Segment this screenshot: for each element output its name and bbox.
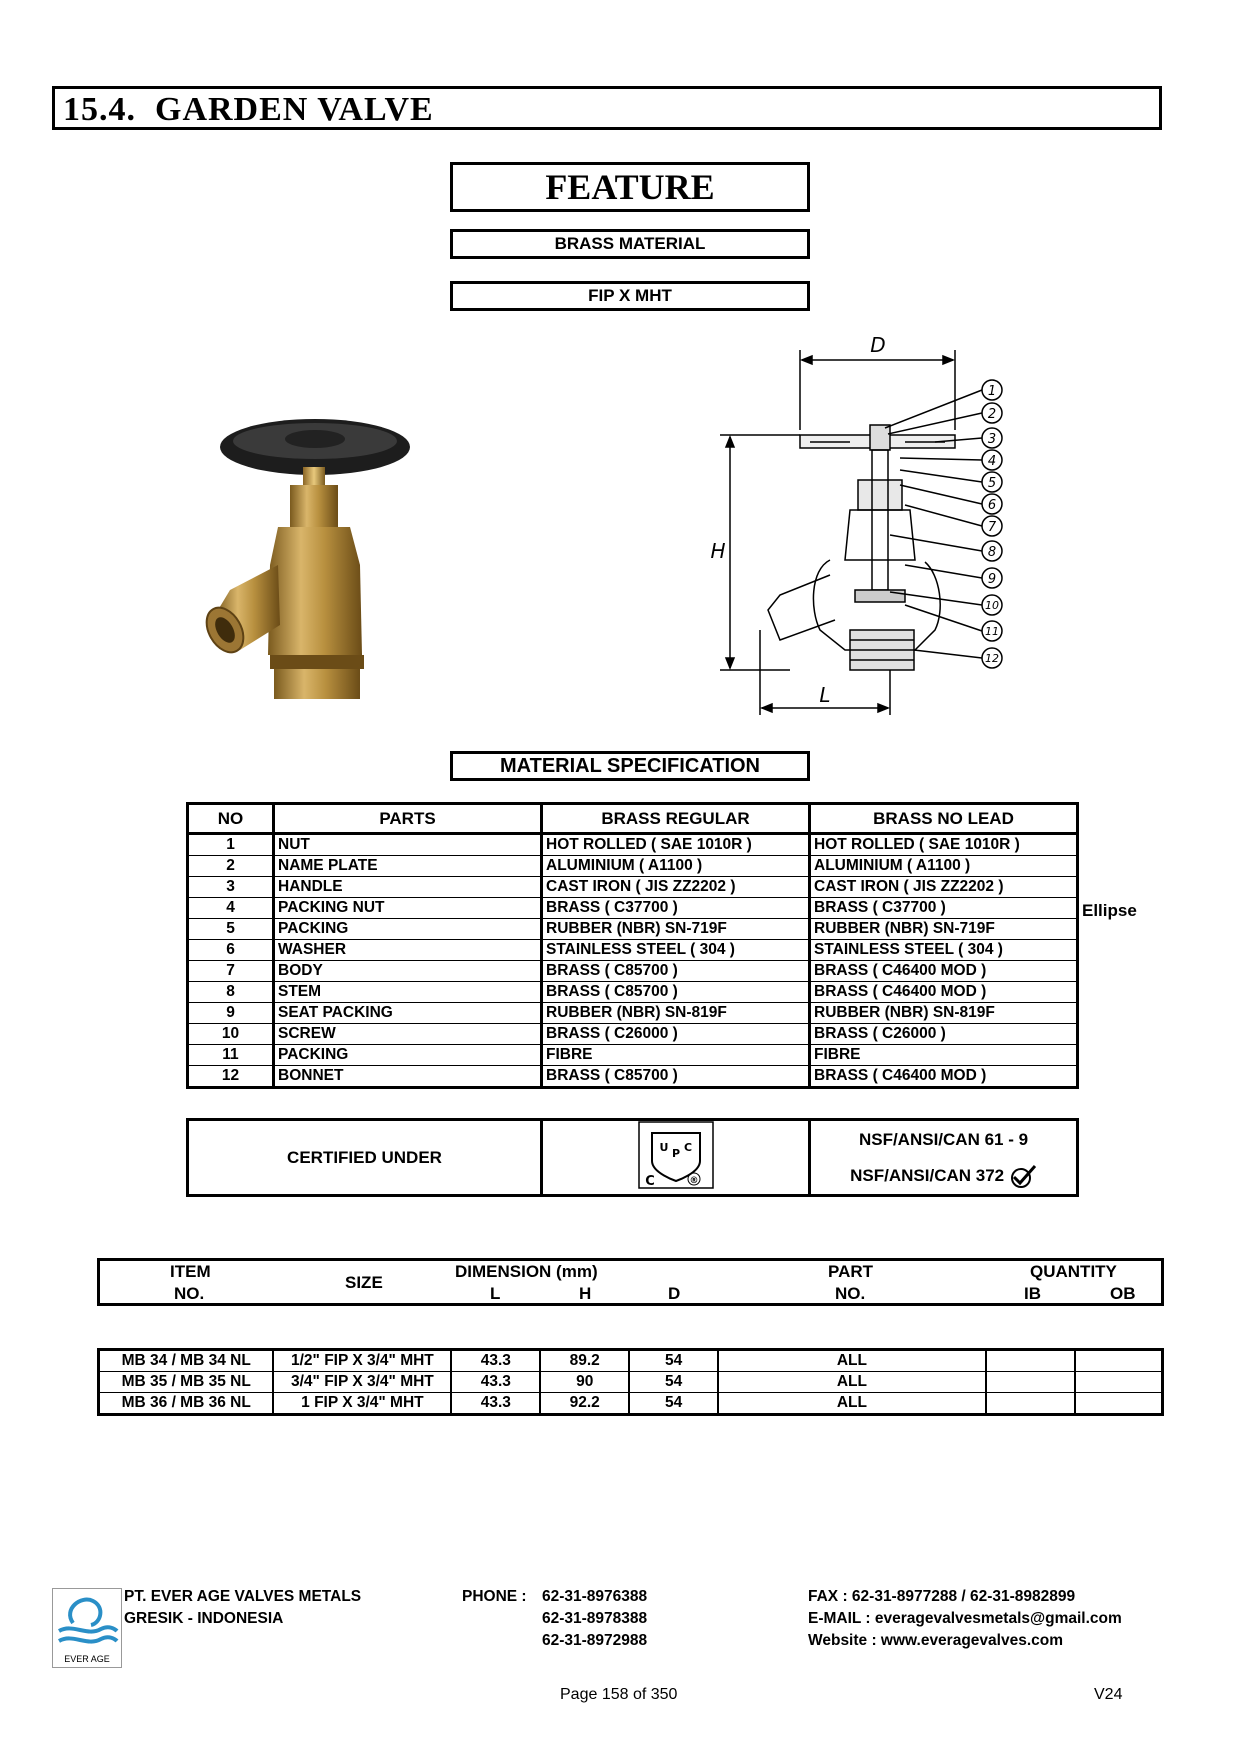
callout-4: 4: [987, 454, 997, 469]
table-row: [188, 1066, 1078, 1088]
dimension-d-label: D: [870, 333, 886, 357]
cell: 11: [188, 1045, 274, 1066]
cell: 54: [629, 1393, 718, 1415]
header-part: PART: [828, 1262, 874, 1281]
upc-logo-p: P: [671, 1147, 680, 1160]
technical-drawing: [700, 330, 1020, 720]
cell: FIBRE: [810, 1045, 1078, 1066]
cell: BRASS ( C85700 ): [542, 1066, 810, 1088]
cell: [1075, 1393, 1163, 1415]
table-row: [99, 1393, 1163, 1415]
table-row: [188, 961, 1078, 982]
table-row: [188, 834, 1078, 856]
cell: BRASS ( C85700 ): [542, 961, 810, 982]
checkmark-icon: [1009, 1164, 1037, 1188]
cell: 3: [188, 877, 274, 898]
cell: STAINLESS STEEL ( 304 ): [542, 940, 810, 961]
cell: BRASS ( C26000 ): [810, 1024, 1078, 1045]
cell: MB 36 / MB 36 NL: [99, 1393, 274, 1415]
dimension-table-header: [97, 1258, 1164, 1306]
cell: SCREW: [274, 1024, 542, 1045]
header-ib: IB: [1024, 1284, 1041, 1303]
cell: PACKING: [274, 1045, 542, 1066]
cell: PACKING NUT: [274, 898, 542, 919]
cell: BONNET: [274, 1066, 542, 1088]
callout-8: 8: [987, 545, 997, 560]
header-brass-no-lead: BRASS NO LEAD: [810, 804, 1078, 834]
cell: 54: [629, 1372, 718, 1393]
cell: [986, 1350, 1075, 1372]
cell: MB 34 / MB 34 NL: [99, 1350, 274, 1372]
fax-number: FAX : 62-31-8977288 / 62-31-8982899: [808, 1588, 1076, 1605]
callout-5: 5: [987, 476, 997, 491]
cell: SEAT PACKING: [274, 1003, 542, 1024]
dimension-h-label: H: [710, 539, 726, 563]
table-row: [99, 1350, 1163, 1372]
cell: HANDLE: [274, 877, 542, 898]
cell: [1075, 1372, 1163, 1393]
cell: 6: [188, 940, 274, 961]
table-row: [188, 898, 1078, 919]
cell: BRASS ( C37700 ): [542, 898, 810, 919]
header-d: D: [668, 1284, 681, 1303]
cell: 1 FIP X 3/4" MHT: [273, 1393, 451, 1415]
cell: PACKING: [274, 919, 542, 940]
cell: 90: [540, 1372, 629, 1393]
ellipse-note: Ellipse: [1082, 901, 1137, 920]
cell: 9: [188, 1003, 274, 1024]
header-dimension: DIMENSION (mm): [455, 1262, 598, 1281]
header-part-no: NO.: [835, 1284, 866, 1303]
upc-logo-c-mark: C: [644, 1174, 655, 1189]
cell: BODY: [274, 961, 542, 982]
callout-6: 6: [987, 498, 997, 513]
header-ob: OB: [1110, 1284, 1136, 1303]
cell: 10: [188, 1024, 274, 1045]
phone-2: 62-31-8978388: [542, 1610, 648, 1627]
cell: CAST IRON ( JIS ZZ2202 ): [810, 877, 1078, 898]
cell: ALUMINIUM ( A1100 ): [542, 856, 810, 877]
cell: 92.2: [540, 1393, 629, 1415]
cell: CAST IRON ( JIS ZZ2202 ): [542, 877, 810, 898]
callout-1: 1: [987, 384, 997, 399]
feature-tag-material: BRASS MATERIAL: [450, 229, 810, 259]
header-h: H: [579, 1284, 592, 1303]
cell: HOT ROLLED ( SAE 1010R ): [810, 834, 1078, 856]
version-label: V24: [1094, 1686, 1123, 1703]
cell: 8: [188, 982, 274, 1003]
material-table-header: [188, 804, 1078, 834]
cell: 4: [188, 898, 274, 919]
cell: HOT ROLLED ( SAE 1010R ): [542, 834, 810, 856]
cell: RUBBER (NBR) SN-819F: [810, 1003, 1078, 1024]
header-l: L: [490, 1284, 501, 1303]
cell: 1/2" FIP X 3/4" MHT: [273, 1350, 451, 1372]
callout-11: 11: [985, 625, 999, 638]
wave-logo-icon: [53, 1589, 121, 1649]
section-title: [52, 86, 1162, 130]
header-parts: PARTS: [274, 804, 542, 834]
table-row: [188, 1003, 1078, 1024]
feature-title: FEATURE: [450, 162, 810, 212]
standards-cell: [810, 1120, 1078, 1196]
upc-logo-registered: ®: [689, 1176, 698, 1186]
page-number: Page 158 of 350: [560, 1686, 678, 1703]
table-row: [99, 1372, 1163, 1393]
cell: [986, 1372, 1075, 1393]
cell: 54: [629, 1350, 718, 1372]
cell: ALL: [718, 1372, 986, 1393]
company-name: PT. EVER AGE VALVES METALS: [124, 1588, 362, 1605]
logo-text: EVER AGE: [64, 1654, 110, 1664]
standard-nsf-372: NSF/ANSI/CAN 372: [850, 1165, 1005, 1185]
cell: STAINLESS STEEL ( 304 ): [810, 940, 1078, 961]
cell: WASHER: [274, 940, 542, 961]
website-link[interactable]: Website : www.everagevalves.com: [808, 1632, 1064, 1649]
cell: FIBRE: [542, 1045, 810, 1066]
callout-3: 3: [987, 432, 997, 447]
certification-table: [186, 1118, 1079, 1197]
cell: 43.3: [451, 1350, 540, 1372]
cell: 2: [188, 856, 274, 877]
cell: BRASS ( C46400 MOD ): [810, 982, 1078, 1003]
upc-logo-icon: [638, 1121, 714, 1189]
standard-nsf-61: NSF/ANSI/CAN 61 - 9: [858, 1129, 1029, 1149]
cell: ALL: [718, 1350, 986, 1372]
table-row: [188, 877, 1078, 898]
dimension-table: [97, 1348, 1164, 1416]
callout-12: 12: [985, 652, 999, 665]
cell: STEM: [274, 982, 542, 1003]
cell: NAME PLATE: [274, 856, 542, 877]
header-quantity: QUANTITY: [1030, 1262, 1117, 1281]
phone-3: 62-31-8972988: [542, 1632, 648, 1649]
email-link[interactable]: E-MAIL : everagevalvesmetals@gmail.com: [808, 1610, 1122, 1627]
company-logo: [52, 1588, 122, 1668]
feature-tag-connection: FIP X MHT: [450, 281, 810, 311]
cell: 43.3: [451, 1393, 540, 1415]
table-row: [188, 1024, 1078, 1045]
material-spec-title: MATERIAL SPECIFICATION: [450, 751, 810, 781]
cell: 43.3: [451, 1372, 540, 1393]
table-row: [188, 1045, 1078, 1066]
product-photo: [200, 415, 420, 705]
callout-10: 10: [985, 599, 999, 612]
cell: BRASS ( C46400 MOD ): [810, 961, 1078, 982]
header-brass-regular: BRASS REGULAR: [542, 804, 810, 834]
upc-logo-u: U: [659, 1141, 668, 1154]
company-location: GRESIK - INDONESIA: [124, 1610, 284, 1627]
certified-under-label: CERTIFIED UNDER: [287, 1147, 442, 1167]
upc-logo-c: C: [683, 1141, 692, 1154]
cell: 7: [188, 961, 274, 982]
header-size: SIZE: [345, 1273, 383, 1292]
cell: ALL: [718, 1393, 986, 1415]
cell: BRASS ( C37700 ): [810, 898, 1078, 919]
section-number: 15.4.: [63, 91, 136, 128]
header-no: NO: [188, 804, 274, 834]
cell: RUBBER (NBR) SN-719F: [542, 919, 810, 940]
callout-2: 2: [987, 407, 997, 422]
table-row: [188, 940, 1078, 961]
section-heading: GARDEN VALVE: [155, 91, 434, 128]
cell: BRASS ( C46400 MOD ): [810, 1066, 1078, 1088]
callout-7: 7: [987, 520, 997, 535]
cell: 5: [188, 919, 274, 940]
cell: RUBBER (NBR) SN-819F: [542, 1003, 810, 1024]
cell: [1075, 1350, 1163, 1372]
cell: 1: [188, 834, 274, 856]
cell: 12: [188, 1066, 274, 1088]
callout-9: 9: [987, 572, 997, 587]
cell: RUBBER (NBR) SN-719F: [810, 919, 1078, 940]
header-item: ITEM: [170, 1262, 211, 1281]
table-row: [188, 982, 1078, 1003]
dimension-l-label: L: [819, 683, 831, 707]
cell: [986, 1393, 1075, 1415]
cell: MB 35 / MB 35 NL: [99, 1372, 274, 1393]
header-item-no: NO.: [174, 1284, 205, 1303]
cell: ALUMINIUM ( A1100 ): [810, 856, 1078, 877]
phone-label: PHONE :: [462, 1588, 527, 1605]
table-row: [188, 919, 1078, 940]
cell: 3/4" FIP X 3/4" MHT: [273, 1372, 451, 1393]
cell: BRASS ( C85700 ): [542, 982, 810, 1003]
table-row: [188, 856, 1078, 877]
upc-logo-cell: [542, 1120, 810, 1196]
cell: 89.2: [540, 1350, 629, 1372]
phone-1: 62-31-8976388: [542, 1588, 648, 1605]
material-table: [186, 802, 1079, 1089]
cell: NUT: [274, 834, 542, 856]
cell: BRASS ( C26000 ): [542, 1024, 810, 1045]
